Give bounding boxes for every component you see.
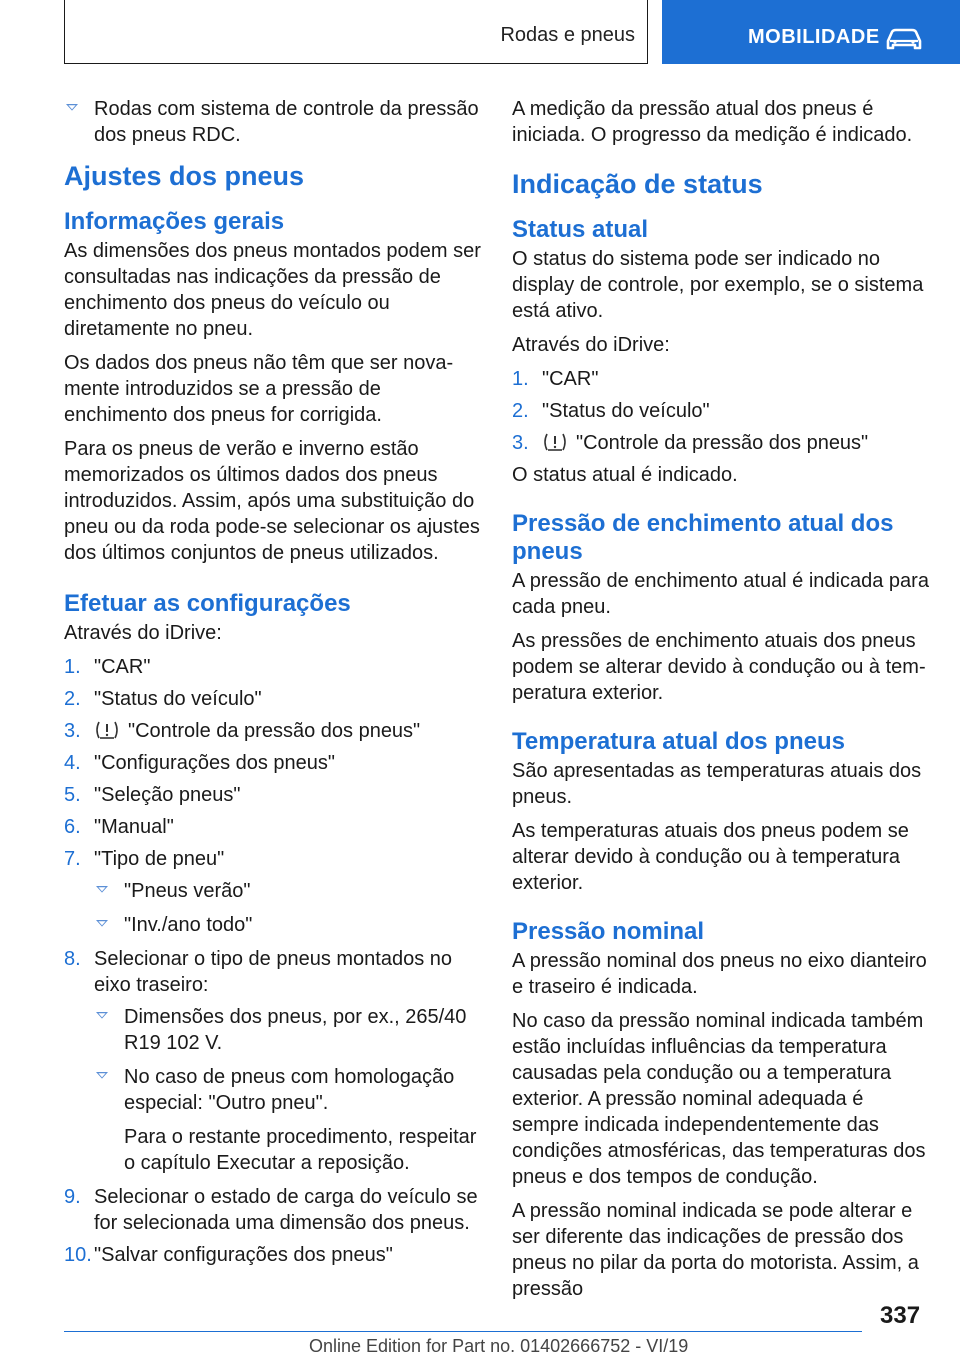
paragraph: Através do iDrive: <box>512 334 670 356</box>
paragraph: Os dados dos pneus não têm que ser novamente introduzidos se a pressão de enchimento dos pneus for corrigida. <box>64 352 454 426</box>
paragraph: A pressão de enchimento atual é indicada para cada pneu. <box>512 570 929 618</box>
list-item: Dimensões dos pneus, por ex., 265/40 R19 102 V. <box>94 1004 482 1056</box>
list-item: 6. "Manual" <box>64 816 174 838</box>
list-item: 8. Selecionar o tipo de pneus montados no eixo traseiro: <box>64 948 453 996</box>
edition-text: Online Edition for Part no. 01402666752 - VI/19 <box>309 1336 689 1356</box>
triangle-bullet-icon <box>96 886 108 893</box>
paragraph: As pressões de enchimento atuais dos pneus podem se alterar devido à condução ou à temperatura exterior. <box>512 630 926 704</box>
sub-list <box>64 1004 482 1176</box>
paragraph: A pressão nominal dos pneus no eixo dianteiro e traseiro é indicada. <box>512 950 927 998</box>
list-item: 5. "Seleção pneus" <box>64 784 241 806</box>
heading-efetuar: Efetuar as configurações <box>64 590 351 617</box>
heading-informacoes: Informações gerais <box>64 208 285 235</box>
list-item: 7. "Tipo de pneu" <box>64 848 225 870</box>
triangle-bullet-icon <box>66 104 78 111</box>
triangle-bullet-icon <box>96 1072 108 1079</box>
right-column <box>512 96 932 1310</box>
list-item: 3. "Controle da pressão dos pneus" <box>512 432 869 454</box>
list-item: 9. Selecionar o estado de carga do veículo se for selecionada uma dimensão dos pneus. <box>64 1186 478 1234</box>
heading-pressao-enchimento: Pressão de enchimento atual dos pneus <box>512 510 894 565</box>
list-item: No caso de pneus com homologação especial: "Outro pneu". <box>94 1064 482 1116</box>
list-item: 10. "Salvar configurações dos pneus" <box>64 1244 393 1266</box>
list-item: 4. "Configurações dos pneus" <box>64 752 336 774</box>
list-item: 2. "Status do veículo" <box>512 400 710 422</box>
paragraph: Através do iDrive: <box>64 622 222 644</box>
list-item: 1. "CAR" <box>512 368 599 390</box>
list-item: "Pneus verão" <box>94 878 482 904</box>
car-icon <box>884 27 924 51</box>
triangle-bullet-icon <box>96 920 108 927</box>
sub-list <box>64 878 482 938</box>
paragraph: O status do sistema pode ser indicado no display de controle, por exemplo, se o sistema está ativo. <box>512 248 924 322</box>
list-item: 2. "Status do veículo" <box>64 688 262 710</box>
list-item: Rodas com sistema de controle da pressão dos pneus RDC. <box>64 96 482 148</box>
page-number: 337 <box>880 1302 921 1329</box>
footer-divider <box>64 1331 862 1332</box>
heading-indicacao-status: Indicação de status <box>512 169 763 199</box>
paragraph: As dimensões dos pneus montados podem ser consultadas nas indicações da pressão de enchimento dos pneus do veículo ou diretamente no pneu. <box>64 240 481 340</box>
paragraph: A medição da pressão atual dos pneus é iniciada. O progresso da medição é indicado. <box>512 98 913 146</box>
heading-status-atual: Status atual <box>512 216 649 243</box>
section-title: Rodas e pneus <box>500 24 635 46</box>
category-title: MOBILIDADE <box>748 26 880 48</box>
paragraph: Para os pneus de verão e inverno estão memorizados os últimos dados dos pneus introduzidos. Assim, após uma substituição do pneu ou da roda pode-se selecionar os ajustes dos últimos conjuntos de pneus utilizados. <box>64 438 480 564</box>
left-column <box>64 96 482 1274</box>
paragraph: São apresentadas as temperaturas atuais dos pneus. <box>512 760 922 808</box>
heading-temperatura: Temperatura atual dos pneus <box>512 728 845 755</box>
list-item: 3. "Controle da pressão dos pneus" <box>64 720 421 742</box>
triangle-bullet-icon <box>96 1012 108 1019</box>
header-category-tab <box>662 0 960 64</box>
paragraph: O status atual é indicado. <box>512 464 738 486</box>
heading-pressao-nominal: Pressão nominal <box>512 918 705 945</box>
header-section-box <box>64 0 648 64</box>
list-item: 1. "CAR" <box>64 656 151 678</box>
paragraph: As temperaturas atuais dos pneus podem se alterar devido à condução ou à temperatura exterior. <box>512 820 909 894</box>
note: Para o restante procedimento, respeitar o capítulo Executar a reposição. <box>124 1126 477 1174</box>
paragraph: A pressão nominal indicada se pode alterar e ser diferente das indicações de pressão dos pneus no pilar da porta do motorista. Assim, a pressão <box>512 1200 919 1300</box>
list-item: "Inv./ano todo" <box>94 912 482 938</box>
paragraph: No caso da pressão nominal indicada também estão incluídas influências da temperatura causadas pela condução ou a temperatura exterior. A pressão nominal adequada é sempre indicada independentemente das condições atmosféricas, das temperaturas dos pneus e dos tempos de condução. <box>512 1010 926 1188</box>
heading-ajustes: Ajustes dos pneus <box>64 161 305 191</box>
tire-pressure-warning-icon <box>94 720 120 740</box>
tire-pressure-warning-icon <box>542 432 568 452</box>
